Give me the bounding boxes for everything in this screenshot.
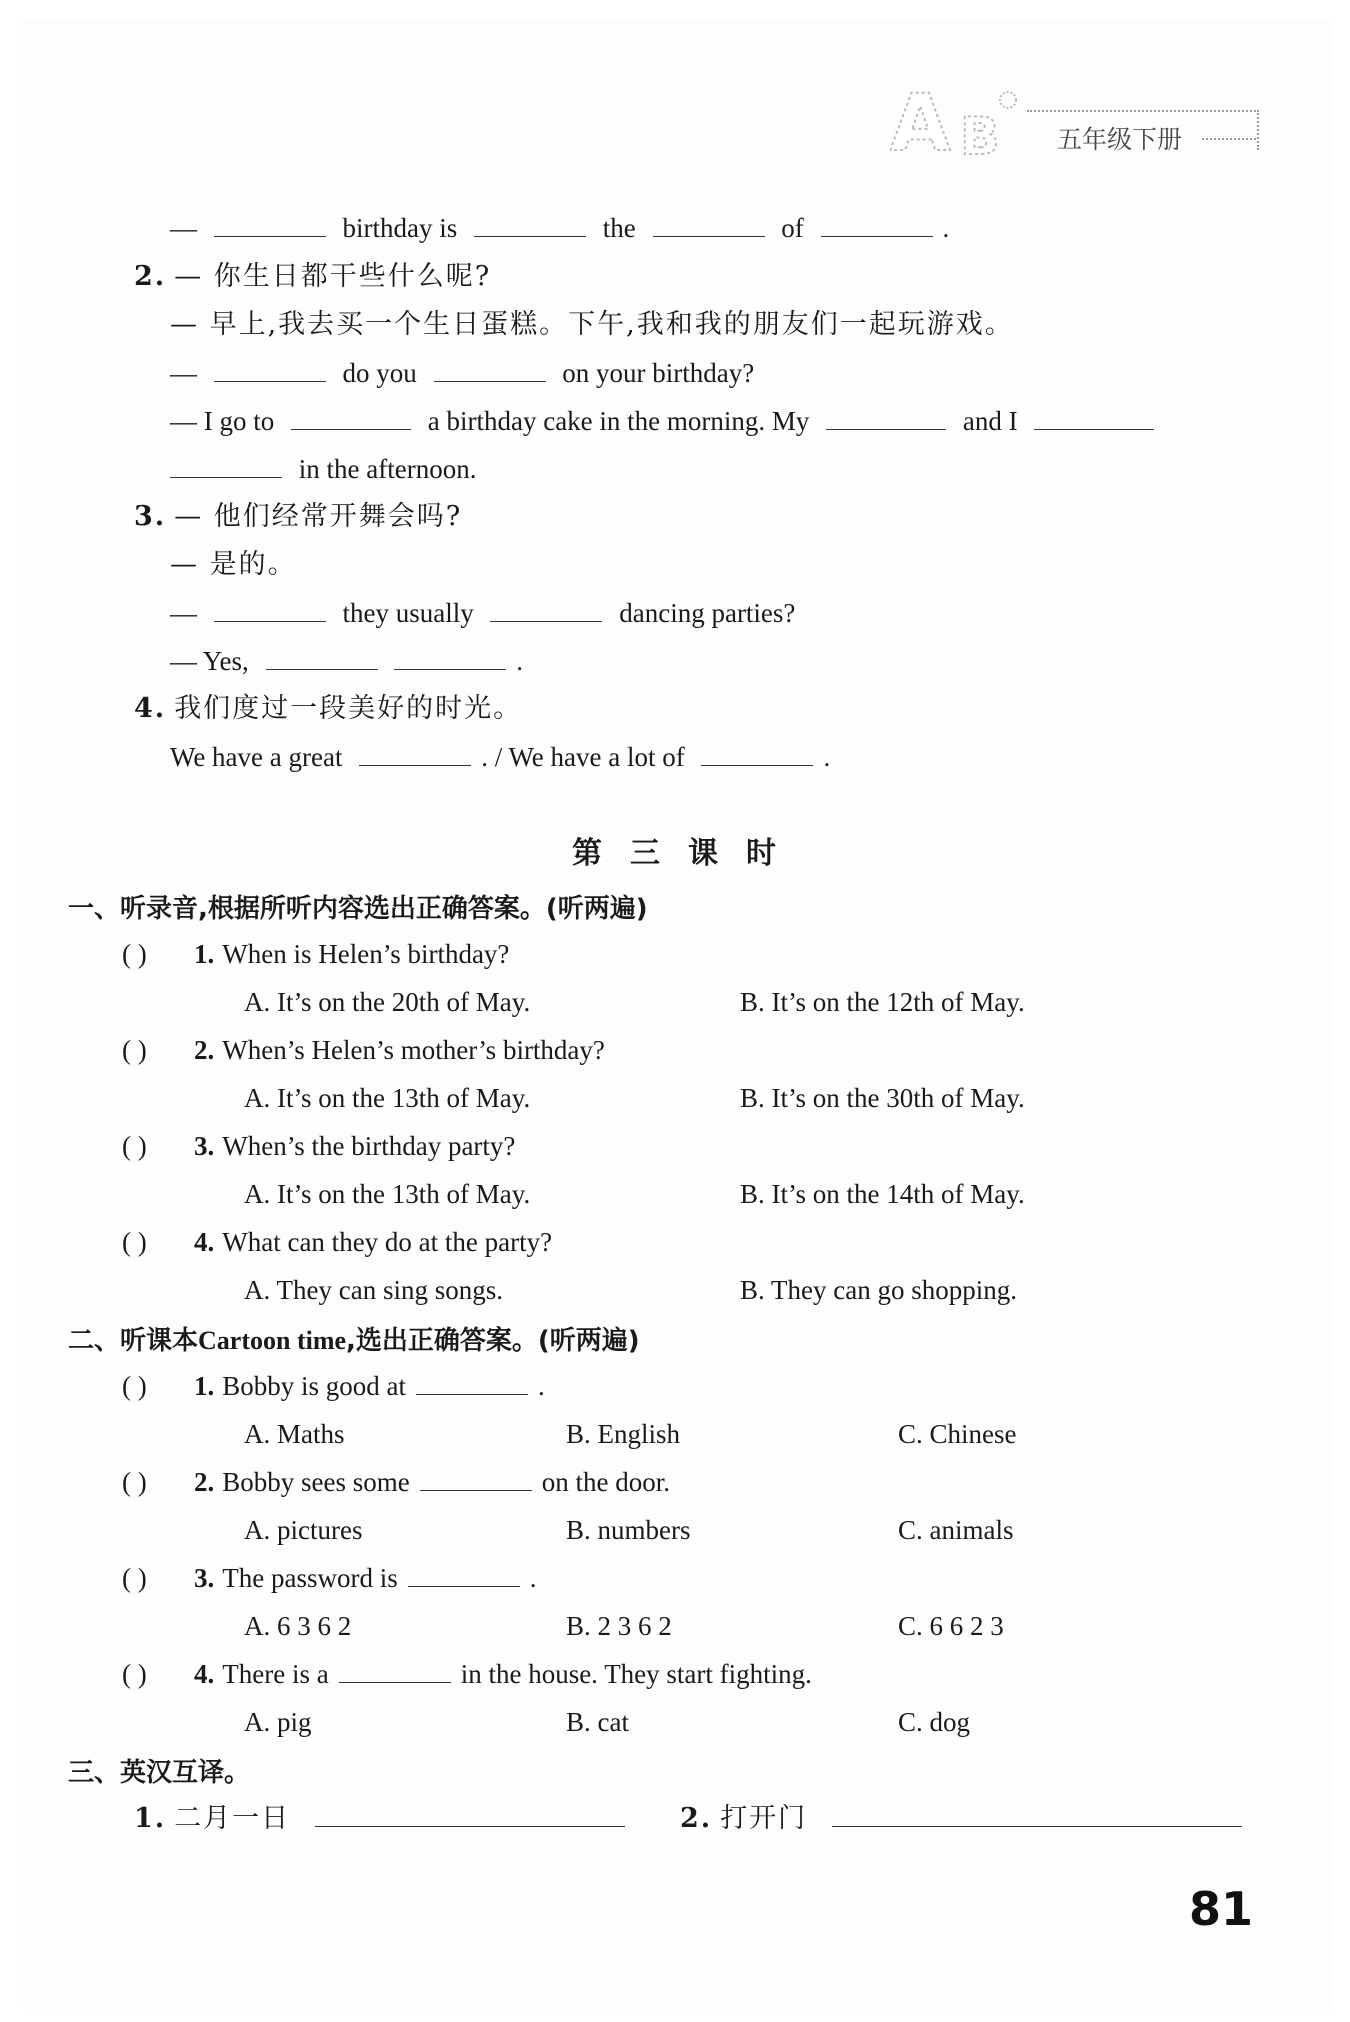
option-c[interactable]: C. Chinese	[898, 1419, 1017, 1449]
question-row	[122, 936, 509, 972]
option-a[interactable]: A. Maths	[244, 1419, 345, 1449]
answer-blank[interactable]	[359, 739, 471, 766]
answer-paren[interactable]: ( )	[122, 1371, 147, 1401]
question-number: 4.	[194, 1227, 215, 1257]
question-text-end: .	[529, 1563, 537, 1593]
option-b[interactable]: B. They can go shopping.	[740, 1275, 1017, 1305]
answer-blank[interactable]	[490, 595, 602, 622]
question-text: 我们度过一段美好的时光。	[174, 693, 523, 724]
answer-paren[interactable]: ( )	[122, 1659, 147, 1689]
answer-paren[interactable]: ( )	[122, 1035, 147, 1065]
answer-blank[interactable]	[420, 1464, 532, 1491]
answer-blank[interactable]	[214, 595, 326, 622]
lesson-title: 第三课时	[572, 836, 804, 871]
question-number: 4.	[134, 693, 167, 724]
header-dots	[1202, 138, 1256, 140]
option-a[interactable]: A. It’s on the 13th of May.	[244, 1083, 531, 1113]
question-row	[122, 1464, 670, 1500]
section1-title: 一、听录音,根据所听内容选出正确答案。(听两遍)	[68, 894, 648, 924]
text-fragment: do you	[342, 358, 417, 388]
question-text: There is a	[222, 1659, 329, 1689]
option-a[interactable]: A. They can sing songs.	[244, 1275, 503, 1305]
answer-blank[interactable]	[653, 210, 765, 237]
option-a[interactable]: A. It’s on the 20th of May.	[244, 987, 531, 1017]
option-a[interactable]: A. pictures	[244, 1515, 363, 1545]
item-text: 打开门	[720, 1803, 808, 1834]
question-number: 1.	[194, 939, 215, 969]
svg-text:B: B	[960, 107, 1000, 162]
question-row	[122, 1656, 812, 1692]
answer-blank[interactable]	[821, 210, 933, 237]
dash: —	[170, 598, 197, 628]
answer-blank[interactable]	[214, 355, 326, 382]
answer-paren[interactable]: ( )	[122, 1467, 147, 1497]
item-text: 二月一日	[174, 1803, 291, 1834]
page-number: 81	[1189, 1882, 1254, 1936]
question-text: When’s the birthday party?	[222, 1131, 516, 1161]
translate-item-2	[680, 1800, 1252, 1837]
option-a[interactable]: A. It’s on the 13th of May.	[244, 1179, 531, 1209]
item-number: 1.	[134, 1803, 167, 1834]
question-text: When is Helen’s birthday?	[222, 939, 510, 969]
question-text-end: .	[538, 1371, 545, 1401]
question-number: 2.	[194, 1035, 215, 1065]
section2-title	[68, 1320, 640, 1357]
question-row	[122, 1368, 545, 1404]
question-row	[122, 1128, 515, 1164]
text-fragment: — I go to	[170, 406, 275, 436]
question-text: — 他们经常开舞会吗?	[174, 501, 463, 532]
option-b[interactable]: B. 2 3 6 2	[566, 1611, 672, 1641]
q2-english-1	[170, 355, 754, 391]
question-text: Bobby is good at	[222, 1371, 407, 1401]
q3-chinese-2: — 是的。	[170, 549, 297, 580]
answer-blank[interactable]	[1034, 403, 1154, 430]
item-number: 2.	[680, 1803, 713, 1834]
question-row	[122, 1560, 536, 1596]
answer-line[interactable]	[832, 1800, 1242, 1827]
option-b[interactable]: B. It’s on the 14th of May.	[740, 1179, 1025, 1209]
question-number: 2.	[194, 1467, 215, 1497]
answer-blank[interactable]	[434, 355, 546, 382]
answer-blank[interactable]	[291, 403, 411, 430]
text-fragment: dancing parties?	[619, 598, 796, 628]
answer-blank[interactable]	[266, 643, 378, 670]
dash: —	[170, 213, 197, 243]
question-number: 3.	[134, 501, 167, 532]
answer-blank[interactable]	[408, 1560, 520, 1587]
section2-title-post: ,选出正确答案。(听两遍)	[346, 1326, 640, 1356]
answer-paren[interactable]: ( )	[122, 1131, 147, 1161]
q4-english-1	[170, 739, 830, 775]
section3-title: 三、英汉互译。	[68, 1758, 251, 1788]
q2-chinese-2: — 早上,我去买一个生日蛋糕。下午,我和我的朋友们一起玩游戏。	[170, 309, 1014, 340]
option-a[interactable]: A. 6 3 6 2	[244, 1611, 352, 1641]
option-c[interactable]: C. animals	[898, 1515, 1014, 1545]
svg-text:A: A	[890, 82, 951, 162]
question-text: When’s Helen’s mother’s birthday?	[222, 1035, 605, 1065]
option-b[interactable]: B. numbers	[566, 1515, 691, 1545]
text-fragment: We have a great	[170, 742, 343, 772]
question-text-end: in the house. They start fighting.	[460, 1659, 812, 1689]
q2-english-2	[170, 403, 1164, 439]
question-row	[122, 1032, 605, 1068]
question-number: 3.	[194, 1131, 215, 1161]
option-c[interactable]: C. 6 6 2 3	[898, 1611, 1004, 1641]
section2-title-en: Cartoon time	[198, 1326, 347, 1355]
question-text: What can they do at the party?	[222, 1227, 553, 1257]
text-fragment: on your birthday?	[562, 358, 755, 388]
text-fragment: of	[781, 213, 804, 243]
text-fragment: in the afternoon.	[298, 454, 477, 484]
q1-answer-line	[170, 210, 949, 246]
answer-blank[interactable]	[170, 451, 282, 478]
period: .	[942, 213, 950, 243]
q3-english-2	[170, 643, 523, 679]
grade-label: 五年级下册	[1057, 125, 1183, 154]
answer-paren[interactable]: ( )	[122, 1563, 147, 1593]
text-fragment: — Yes,	[170, 646, 249, 676]
option-b[interactable]: B. English	[566, 1419, 681, 1449]
q3-chinese-1	[134, 499, 462, 535]
question-number: 2.	[134, 261, 167, 292]
ab-logo	[890, 82, 1040, 162]
answer-blank[interactable]	[826, 403, 946, 430]
period: .	[823, 742, 831, 772]
dash: —	[170, 358, 197, 388]
question-number: 4.	[194, 1659, 215, 1689]
translate-item-1	[134, 1800, 635, 1837]
question-number: 1.	[194, 1371, 215, 1401]
text-fragment: a birthday cake in the morning. My	[427, 406, 810, 436]
text-fragment: and I	[962, 406, 1018, 436]
text-fragment: . / We have a lot of	[481, 742, 685, 772]
question-text: — 你生日都干些什么呢?	[174, 261, 492, 292]
q3-english-1	[170, 595, 795, 631]
answer-paren[interactable]: ( )	[122, 1227, 147, 1257]
option-b[interactable]: B. It’s on the 30th of May.	[740, 1083, 1025, 1113]
answer-blank[interactable]	[701, 739, 813, 766]
answer-paren[interactable]: ( )	[122, 939, 147, 969]
question-text: The password is	[222, 1563, 398, 1593]
option-b[interactable]: B. cat	[566, 1707, 629, 1737]
q2-chinese-1	[134, 259, 491, 295]
question-text: Bobby sees some	[222, 1467, 410, 1497]
question-number: 3.	[194, 1563, 215, 1593]
option-a[interactable]: A. pig	[244, 1707, 312, 1737]
answer-blank[interactable]	[339, 1656, 451, 1683]
answer-blank[interactable]	[474, 210, 586, 237]
answer-line[interactable]	[315, 1800, 625, 1827]
workbook-page	[22, 20, 1332, 2010]
answer-blank[interactable]	[394, 643, 506, 670]
text-fragment: birthday is	[342, 213, 458, 243]
option-b[interactable]: B. It’s on the 12th of May.	[740, 987, 1025, 1017]
answer-blank[interactable]	[416, 1368, 528, 1395]
text-fragment: they usually	[342, 598, 474, 628]
text-fragment: the	[602, 213, 636, 243]
section2-title-pre: 二、听课本	[68, 1326, 199, 1356]
answer-blank[interactable]	[214, 210, 326, 237]
q4-chinese-1	[134, 691, 522, 727]
q2-english-3	[170, 451, 476, 487]
question-text-end: on the door.	[541, 1467, 670, 1497]
option-c[interactable]: C. dog	[898, 1707, 971, 1737]
period: .	[516, 646, 524, 676]
question-row	[122, 1224, 552, 1260]
